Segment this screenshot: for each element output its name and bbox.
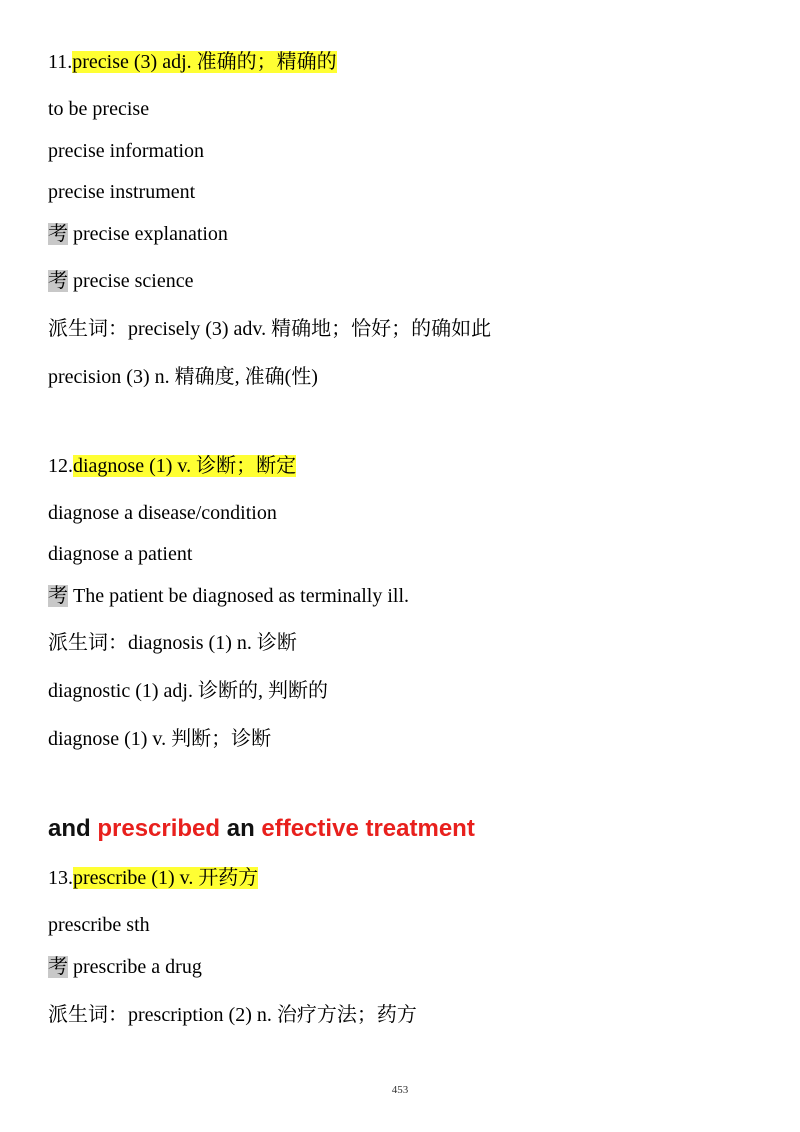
example-line xyxy=(48,269,193,293)
entry-11-heading xyxy=(48,50,337,74)
headword: diagnose (1) v. 诊断；断定 xyxy=(73,455,297,477)
example-text: The patient be diagnosed as terminally ill. xyxy=(73,585,410,607)
example-line xyxy=(48,97,149,121)
example-text: precise science xyxy=(73,270,194,292)
derivative-line xyxy=(48,631,297,655)
derivative-line xyxy=(48,317,491,341)
entry-number: 13. xyxy=(48,867,73,889)
entry-12-heading xyxy=(48,454,296,478)
banner-text: an xyxy=(220,815,262,842)
banner-keyword: prescribed xyxy=(97,815,221,842)
derivatives-label: 派生词： xyxy=(48,1004,128,1026)
derivative-text: precisely (3) adv. 精确地；恰好；的确如此 xyxy=(128,318,492,340)
entry-number: 11. xyxy=(48,51,73,73)
example-text: precise instrument xyxy=(48,181,196,203)
example-line xyxy=(48,542,192,566)
exam-marker: 考 xyxy=(48,585,68,607)
headword: precise (3) adj. 准确的；精确的 xyxy=(72,51,337,73)
derivative-line xyxy=(48,1003,417,1027)
example-text: precise explanation xyxy=(73,223,228,245)
headword: prescribe (1) v. 开药方 xyxy=(73,867,259,889)
example-line xyxy=(48,180,195,204)
exam-marker: 考 xyxy=(48,956,68,978)
banner-text: and xyxy=(48,815,98,842)
exam-marker: 考 xyxy=(48,270,68,292)
example-line xyxy=(48,222,228,246)
derivative-text: diagnostic (1) adj. 诊断的, 判断的 xyxy=(48,680,328,702)
example-text: diagnose a patient xyxy=(48,543,193,565)
derivative-text: precision (3) n. 精确度, 准确(性) xyxy=(48,366,318,388)
exam-marker: 考 xyxy=(48,223,68,245)
entry-number: 12. xyxy=(48,455,73,477)
example-text: diagnose a disease/condition xyxy=(48,502,277,524)
example-text: prescribe a drug xyxy=(73,956,202,978)
derivative-text: diagnosis (1) n. 诊断 xyxy=(128,632,297,654)
example-line xyxy=(48,913,150,937)
example-text: to be precise xyxy=(48,98,150,120)
example-text: precise information xyxy=(48,140,205,162)
banner-keyword: effective treatment xyxy=(261,815,475,842)
derivatives-label: 派生词： xyxy=(48,632,128,654)
derivative-line xyxy=(48,365,318,389)
page-number: 453 xyxy=(391,1084,409,1096)
derivative-line xyxy=(48,679,328,703)
derivatives-label: 派生词： xyxy=(48,318,128,340)
example-line xyxy=(48,501,277,525)
example-line xyxy=(48,584,409,608)
example-text: prescribe sth xyxy=(48,914,150,936)
derivative-text: diagnose (1) v. 判断；诊断 xyxy=(48,728,272,750)
example-line xyxy=(48,955,202,979)
entry-13-heading xyxy=(48,866,258,890)
example-line xyxy=(48,139,204,163)
context-banner xyxy=(48,814,475,844)
derivative-line xyxy=(48,727,271,751)
derivative-text: prescription (2) n. 治疗方法；药方 xyxy=(128,1004,417,1026)
